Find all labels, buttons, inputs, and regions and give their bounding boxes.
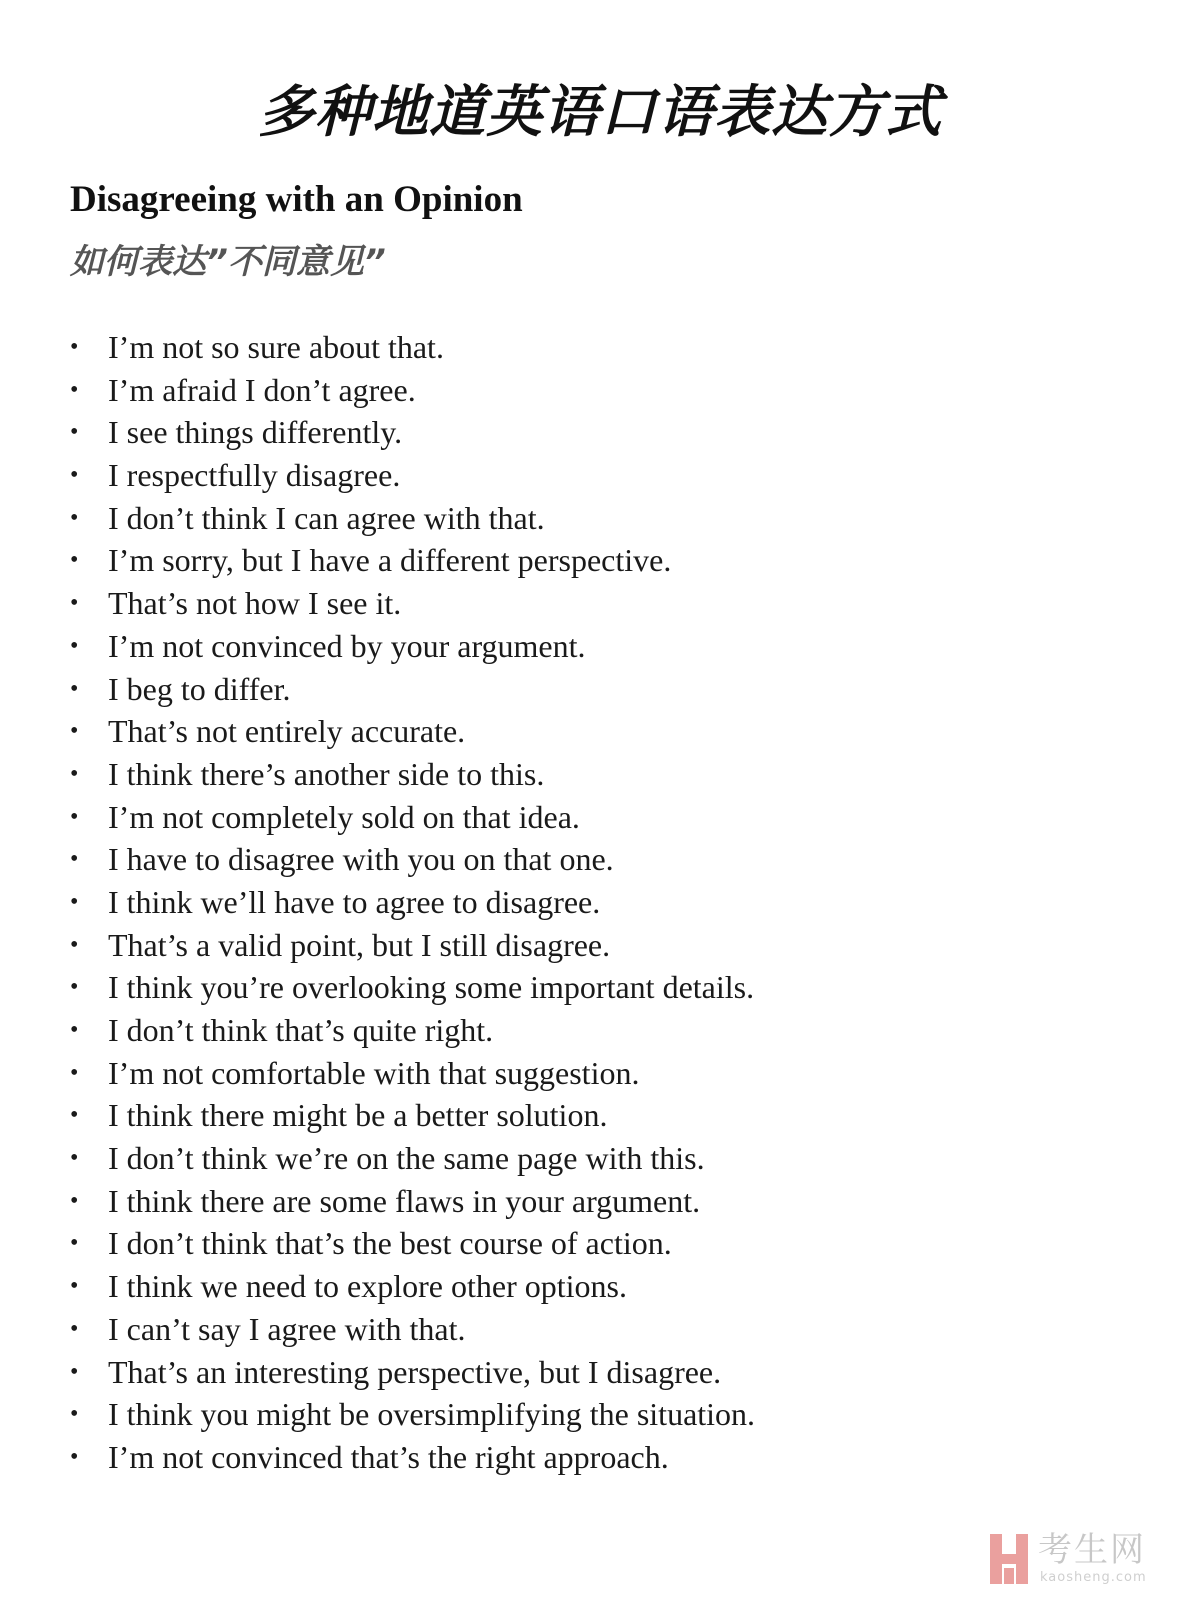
list-item: [70, 1351, 755, 1394]
bullet-icon: •: [70, 590, 79, 617]
list-item: [70, 838, 755, 881]
kaosheng-logo-icon: [988, 1532, 1030, 1586]
list-item: [70, 1180, 755, 1223]
list-item: [70, 1009, 755, 1052]
list-item: [70, 881, 755, 924]
phrase-text: That’s a valid point, but I still disagree.: [108, 926, 611, 963]
bullet-icon: •: [70, 675, 79, 702]
list-item: [70, 924, 755, 967]
phrase-text: I don’t think that’s quite right.: [108, 1012, 494, 1048]
list-item: [70, 796, 755, 839]
phrase-text: I’m not so sure about that.: [108, 329, 444, 365]
bullet-icon: •: [70, 1273, 79, 1300]
bullet-icon: •: [70, 1315, 79, 1342]
phrase-text: I’m not convinced that’s the right approach.: [108, 1438, 669, 1475]
list-item: [70, 582, 755, 625]
list-item: [70, 1308, 755, 1351]
bullet-icon: •: [70, 1187, 79, 1214]
bullet-icon: •: [70, 547, 79, 574]
phrase-text: I think we’ll have to agree to disagree.: [108, 883, 601, 920]
list-item: [70, 1265, 755, 1308]
bullet-icon: •: [70, 931, 79, 958]
phrase-text: I think we need to explore other options.: [108, 1268, 627, 1305]
phrase-text: I think you’re overlooking some important details.: [108, 969, 755, 1006]
bullet-icon: •: [70, 419, 79, 446]
list-item: [70, 454, 755, 497]
bullet-icon: •: [70, 504, 79, 531]
bullet-icon: •: [70, 1059, 79, 1086]
phrase-text: I respectfully disagree.: [108, 457, 401, 494]
bullet-icon: •: [70, 1358, 79, 1385]
phrase-text: I think there might be a better solution.: [108, 1097, 608, 1134]
bullet-icon: •: [70, 1230, 79, 1257]
list-item: [70, 1052, 755, 1095]
bullet-icon: •: [70, 376, 79, 403]
phrase-text: I have to disagree with you on that one.: [108, 841, 614, 878]
bullet-icon: •: [70, 718, 79, 745]
phrase-text: I beg to differ.: [108, 670, 291, 707]
watermark-url: kaosheng.com: [1040, 1570, 1147, 1585]
bullet-icon: •: [70, 760, 79, 787]
phrase-text: I don’t think I can agree with that.: [108, 499, 545, 536]
phrase-text: I’m not comfortable with that suggestion.: [108, 1054, 640, 1091]
phrase-text: I don’t think that’s the best course of action.: [108, 1225, 672, 1262]
phrase-text: I’m not completely sold on that idea.: [108, 798, 580, 835]
list-item: [70, 1222, 755, 1265]
bullet-icon: •: [70, 803, 79, 830]
list-item: [70, 326, 755, 369]
list-item: [70, 497, 755, 540]
phrase-text: I’m not convinced by your argument.: [108, 627, 586, 664]
list-item: [70, 1393, 755, 1436]
list-item: [70, 710, 755, 753]
phrase-text: I see things differently.: [108, 414, 403, 451]
bullet-icon: •: [70, 888, 79, 915]
list-item: [70, 539, 755, 582]
phrase-text: I think there’s another side to this.: [108, 755, 545, 792]
phrase-text: I’m sorry, but I have a different perspective.: [108, 542, 672, 579]
page-title: 多种地道英语口语表达方式: [258, 80, 942, 145]
phrase-text: I think there are some flaws in your argument.: [108, 1182, 701, 1219]
bullet-icon: •: [70, 462, 79, 489]
phrase-text: I’m afraid I don’t agree.: [108, 371, 416, 408]
phrase-text: I think you might be oversimplifying the situation.: [108, 1396, 756, 1433]
list-item: [70, 668, 755, 711]
list-item: [70, 966, 755, 1009]
phrase-text: I can’t say I agree with that.: [108, 1310, 466, 1347]
section-subheading: 如何表达”不同意见”: [70, 242, 386, 282]
bullet-icon: •: [70, 632, 79, 659]
bullet-icon: •: [70, 334, 79, 360]
phrase-text: I don’t think we’re on the same page with this.: [108, 1140, 705, 1177]
bullet-icon: •: [70, 974, 79, 1001]
phrase-list: [70, 326, 755, 1479]
bullet-icon: •: [70, 846, 79, 873]
watermark-text: 考生网: [1038, 1530, 1146, 1570]
list-item: [70, 1137, 755, 1180]
list-item: [70, 625, 755, 668]
list-item: [70, 753, 755, 796]
bullet-icon: •: [70, 1443, 79, 1470]
bullet-icon: •: [70, 1102, 79, 1129]
list-item: [70, 1436, 755, 1479]
bullet-icon: •: [70, 1145, 79, 1172]
list-item: [70, 411, 755, 454]
list-item: [70, 369, 755, 412]
phrase-text: That’s not entirely accurate.: [108, 713, 466, 750]
phrase-text: That’s an interesting perspective, but I disagree.: [108, 1353, 722, 1390]
watermark: [988, 1528, 1178, 1590]
bullet-icon: •: [70, 1017, 79, 1043]
section-heading: Disagreeing with an Opinion: [70, 179, 523, 220]
list-item: [70, 1094, 755, 1137]
phrase-text: That’s not how I see it.: [108, 585, 402, 622]
bullet-icon: •: [70, 1401, 79, 1428]
